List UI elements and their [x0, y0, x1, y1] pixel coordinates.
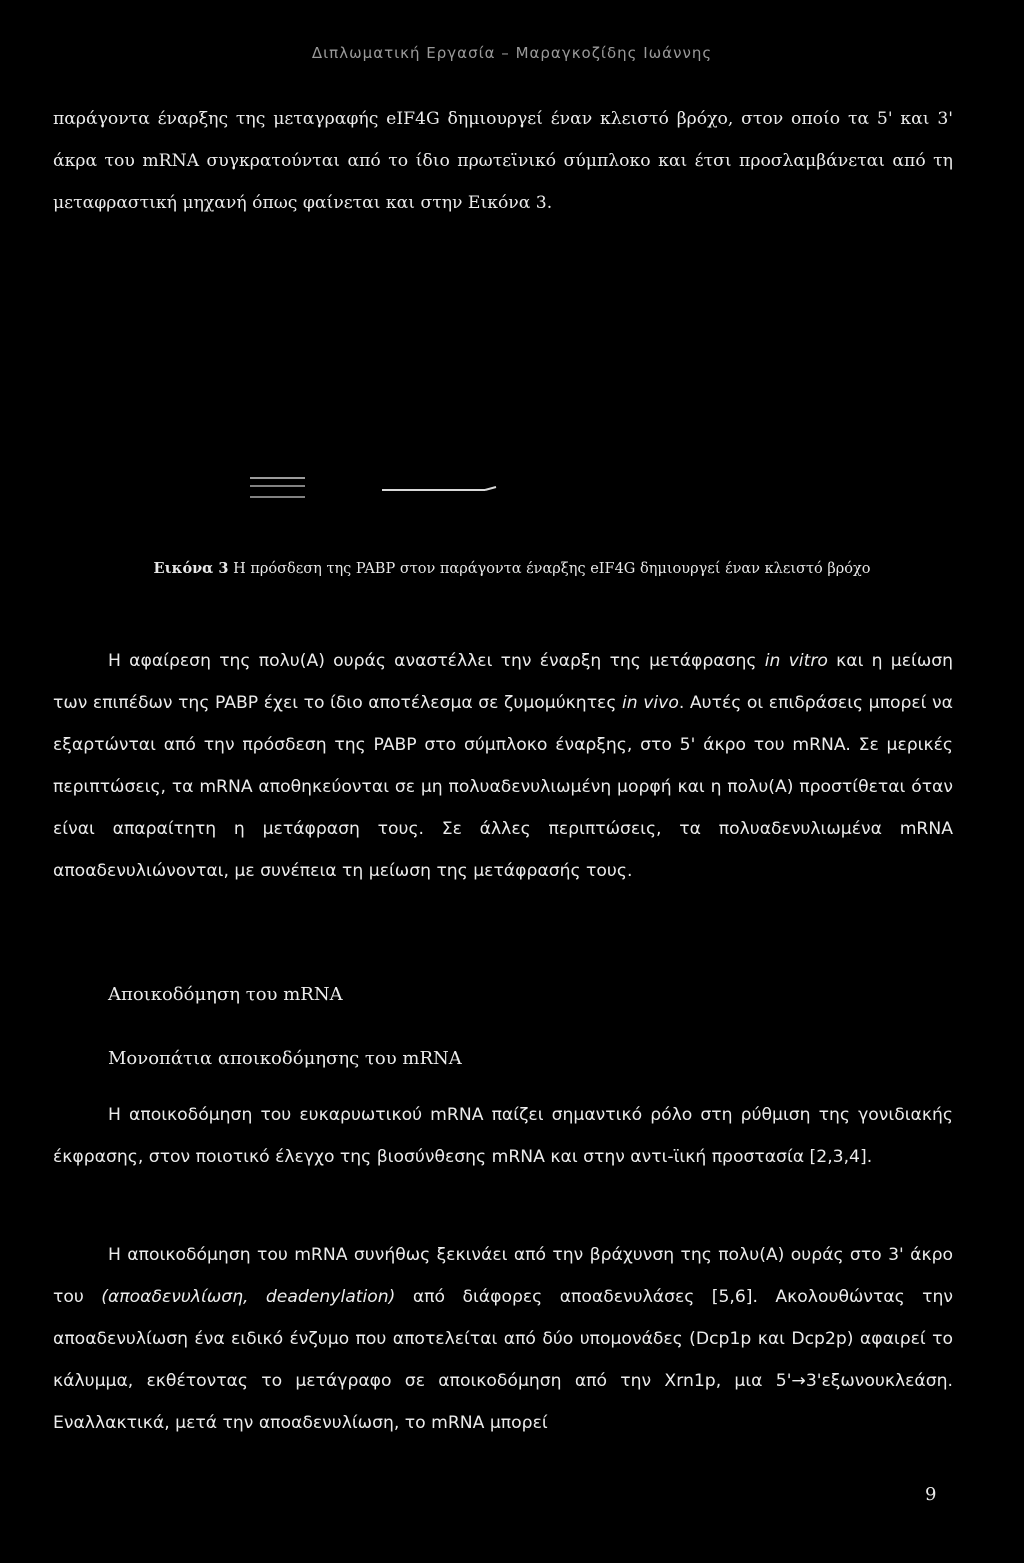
- paragraph-2: [53, 640, 953, 892]
- paragraph-2-text-2: και η μείωση των επιπέδων της PABP έχει το ίδιο αποτέλεσμα σε ζυμομύκητες: [53, 651, 954, 713]
- figure-caption-label: Εικόνα 3: [153, 560, 229, 577]
- figure-caption: [0, 560, 1024, 577]
- paragraph-2-italic-2: in vivo: [622, 693, 679, 713]
- paragraph-2-text-3: . Αυτές οι επιδράσεις μπορεί να εξαρτώνται από την πρόσδεση της PABP στο σύμπλοκο έναρξης, στο 5' άκρο του mRNA. Σε μερικές περιπτώσεις, τα mRNA αποθηκεύονται σε μη πολυαδενυλιωμένη μορφή και η πολυ(Α) προστίθεται όταν είναι απαραίτητη η μετάφραση τους. Σε άλλες περιπτώσεις, τα πολυαδενυλιωμένα mRNA αποαδενυλιώνονται, με συνέπεια τη μείωση της μετάφρασής τους.: [53, 693, 953, 881]
- paragraph-4-text-1: Η αποικοδόμηση του mRNA συνήθως ξεκινάει από την βράχυνση της πολυ(Α) ουράς στο 3' άκρο του: [53, 1245, 953, 1307]
- paragraph-4-italic-1: (αποαδενυλίωση, deadenylation): [101, 1287, 396, 1307]
- paragraph-1: παράγοντα έναρξης της μεταγραφής eIF4G δημιουργεί έναν κλειστό βρόχο, στον οποίο τα 5' και 3' άκρα του mRNA συγκρατούνται από το ίδιο πρωτεϊνικό σύμπλοκο και έτσι προσλαμβάνεται από τη μεταφραστική μηχανή όπως φαίνεται και στην Εικόνα 3.: [53, 109, 953, 213]
- section-heading: Αποικοδόμηση του mRNA: [108, 984, 343, 1005]
- page-number: 9: [925, 1484, 937, 1505]
- paragraph-4: [53, 1234, 953, 1444]
- subsection-heading: Μονοπάτια αποικοδόμησης του mRNA: [108, 1048, 462, 1069]
- figure-caption-text: Η πρόσδεση της PABP στον παράγοντα έναρξης eIF4G δημιουργεί έναν κλειστό βρόχο: [228, 561, 871, 577]
- paragraph-3: [53, 1094, 953, 1178]
- paragraph-2-text-1: Η αφαίρεση της πολυ(Α) ουράς αναστέλλει την έναρξη της μετάφρασης: [108, 651, 765, 671]
- paragraph-4-text-2: από διάφορες αποαδενυλάσες [5,6]. Ακολουθώντας την αποαδενυλίωση ένα ειδικό ένζυμο που αποτελείται από δύο υπομονάδες (Dcp1p και Dcp2p) αφαιρεί το κάλυμμα, εκθέτοντας το μετάγραφο σε αποικοδόμηση από την Xrn1p, μια 5'→3'εξωνουκλεάση. Εναλλακτικά, μετά την αποαδενυλίωση, το mRNA μπορεί: [53, 1287, 953, 1433]
- figure-3-image: [250, 470, 510, 510]
- paragraph-2-italic-1: in vitro: [764, 651, 828, 671]
- paragraph-3-text: Η αποικοδόμηση του ευκαρυωτικού mRNA παίζει σημαντικό ρόλο στη ρύθμιση της γονιδιακής έκφρασης, στον ποιοτικό έλεγχο της βιοσύνθεσης mRNA και στην αντι-ϊική προστασία [2,3,4].: [53, 1105, 953, 1167]
- running-header: Διπλωματική Εργασία – Μαραγκοζίδης Ιωάννης: [311, 44, 713, 62]
